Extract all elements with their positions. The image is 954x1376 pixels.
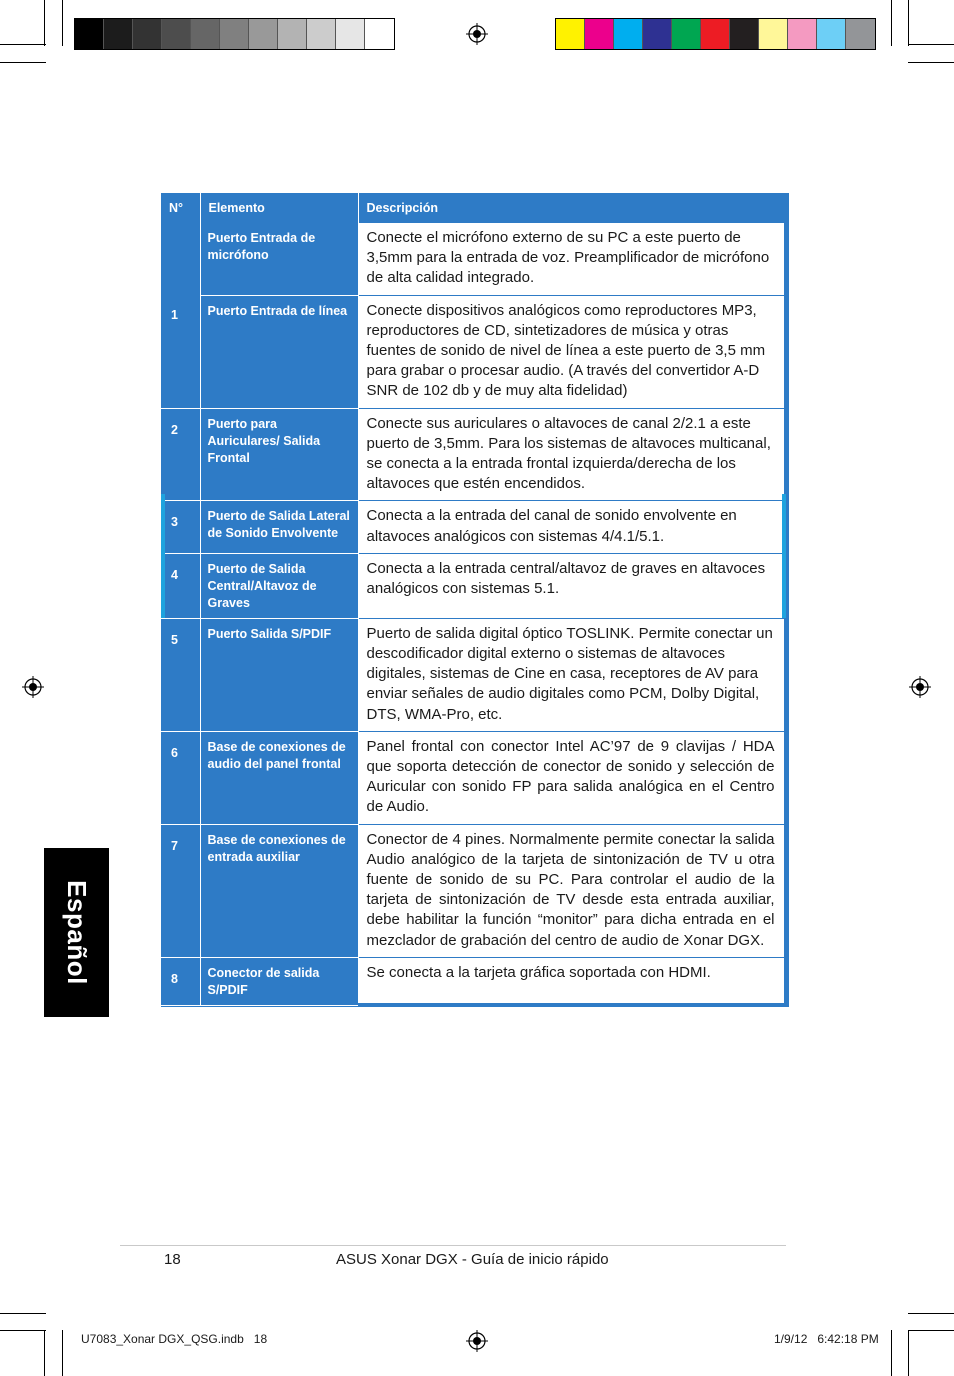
color-swatch (75, 19, 104, 49)
row-number: 7 (161, 824, 200, 957)
color-swatch (307, 19, 336, 49)
header-description: Descripción (358, 193, 786, 223)
crop-mark (62, 1330, 63, 1376)
row-number: 6 (161, 731, 200, 824)
registration-mark-icon (909, 676, 931, 698)
color-swatch (759, 19, 788, 49)
header-element: Elemento (200, 193, 358, 223)
row-number: 2 (161, 408, 200, 501)
crop-mark (0, 62, 46, 63)
connector-spec-table (161, 193, 789, 1007)
crop-mark (891, 0, 892, 46)
crop-mark (908, 1330, 954, 1331)
table-accent-bar (782, 494, 786, 618)
footer-divider (120, 1245, 786, 1246)
color-swatch (191, 19, 220, 49)
crop-mark (908, 1330, 909, 1376)
color-swatch (817, 19, 846, 49)
color-swatch (556, 19, 585, 49)
grayscale-color-bar (74, 18, 395, 50)
document-title: ASUS Xonar DGX - Guía de inicio rápido (336, 1251, 609, 1268)
crop-mark (908, 1313, 954, 1314)
color-swatch (104, 19, 133, 49)
color-swatch (336, 19, 365, 49)
crop-mark (891, 1330, 892, 1376)
row-description: Panel frontal con conector Intel AC’97 de 9 clavijas / HDA que soporta detección de conector de sonido y selección de Auricular con sonido FP para salida analógica en el Centro de Audio. (358, 731, 786, 824)
language-side-tab (44, 848, 109, 1017)
row-element: Puerto Salida S/PDIF (200, 618, 358, 731)
header-number: N° (161, 193, 200, 223)
color-swatch (846, 19, 875, 49)
color-swatch (614, 19, 643, 49)
row-number: 5 (161, 618, 200, 731)
color-swatch (133, 19, 162, 49)
crop-mark (62, 0, 63, 46)
color-swatch (220, 19, 249, 49)
row-number: 3 (161, 501, 200, 553)
table-row (161, 553, 786, 618)
row-element: Puerto para Auriculares/ Salida Frontal (200, 408, 358, 501)
row-number: 1 (161, 223, 200, 408)
color-swatch (249, 19, 278, 49)
color-swatch (788, 19, 817, 49)
table-row (161, 618, 786, 731)
color-swatch (278, 19, 307, 49)
row-description: Conecta a la entrada del canal de sonido envolvente en altavoces analógicos con sistemas 4/4.1/5.1. (358, 501, 786, 553)
row-description: Conecte el micrófono externo de su PC a este puerto de 3,5mm para la entrada de voz. Preamplificador de micrófono de alta calidad integrado. (358, 223, 786, 295)
crop-mark (44, 0, 45, 46)
table-accent-bar (161, 494, 165, 618)
table-row (161, 408, 786, 501)
color-swatch (643, 19, 672, 49)
crop-mark (44, 1330, 45, 1376)
row-description: Conecta a la entrada central/altavoz de graves en altavoces analógicos con sistemas 5.1. (358, 553, 786, 618)
crop-mark (908, 62, 954, 63)
row-element: Puerto Entrada de micrófono (200, 223, 358, 295)
registration-mark-icon (466, 23, 488, 45)
color-swatch (162, 19, 191, 49)
registration-mark-icon (466, 1330, 488, 1352)
row-element: Puerto de Salida Central/Altavoz de Graves (200, 553, 358, 618)
row-number: 4 (161, 553, 200, 618)
crop-mark (0, 1313, 46, 1314)
page-number: 18 (164, 1251, 181, 1268)
color-swatch (585, 19, 614, 49)
color-swatch (701, 19, 730, 49)
row-description: Conecte sus auriculares o altavoces de canal 2/2.1 a este puerto de 3,5mm. Para los sistemas de altavoces multicanal, se conecta a la entrada frontal izquierda/derecha de los altavoces que estén encendidos. (358, 408, 786, 501)
row-number: 8 (161, 957, 200, 1005)
row-element: Puerto Entrada de línea (200, 295, 358, 408)
row-element: Puerto de Salida Lateral de Sonido Envolvente (200, 501, 358, 553)
row-element: Conector de salida S/PDIF (200, 957, 358, 1005)
print-slug-filename: U7083_Xonar DGX_QSG.indb 18 (81, 1332, 268, 1346)
row-description: Se conecta a la tarjeta gráfica soportada con HDMI. (358, 957, 786, 1005)
table-row (161, 731, 786, 824)
registration-mark-icon (22, 676, 44, 698)
crop-mark (0, 1330, 46, 1331)
language-tab-label: Español (62, 880, 93, 985)
row-description: Conector de 4 pines. Normalmente permite conectar la salida Audio analógico de la tarjeta de sintonización de TV u otra fuente de sonido de su PC. Para controlar el audio de la tarjeta de sintonización de TV desde esta entrada auxiliar, debe habilitar la función “monitor” para dicha entrada en el mezclador de grabación del centro de audio de Xonar DGX. (358, 824, 786, 957)
table-row (161, 223, 786, 295)
print-slug-timestamp: 1/9/12 6:42:18 PM (774, 1332, 879, 1346)
crop-mark (0, 44, 46, 45)
row-description: Conecte dispositivos analógicos como reproductores MP3, reproductores de CD, sintetizadores de música y otras fuentes de sonido de nivel de línea a este puerto de 3,5 mm para grabar o procesar audio. (A través del convertidor A-D SNR de 102 db y de muy alta fidelidad) (358, 295, 786, 408)
table-row (161, 824, 786, 957)
color-swatch (365, 19, 394, 49)
color-swatch (672, 19, 701, 49)
row-element: Base de conexiones de audio del panel frontal (200, 731, 358, 824)
row-element: Base de conexiones de entrada auxiliar (200, 824, 358, 957)
process-color-bar (555, 18, 876, 50)
table-row (161, 501, 786, 553)
crop-mark (908, 0, 909, 46)
color-swatch (730, 19, 759, 49)
row-description: Puerto de salida digital óptico TOSLINK. Permite conectar un descodificador digital externo o sistemas de altavoces digitales, sistemas de Cine en casa, receptores de AV para enviar señales de audio digitales como PCM, Dolby Digital, DTS, WMA-Pro, etc. (358, 618, 786, 731)
table-row (161, 295, 786, 408)
table-row (161, 957, 786, 1005)
table-header-row (161, 193, 786, 223)
crop-mark (908, 44, 954, 45)
